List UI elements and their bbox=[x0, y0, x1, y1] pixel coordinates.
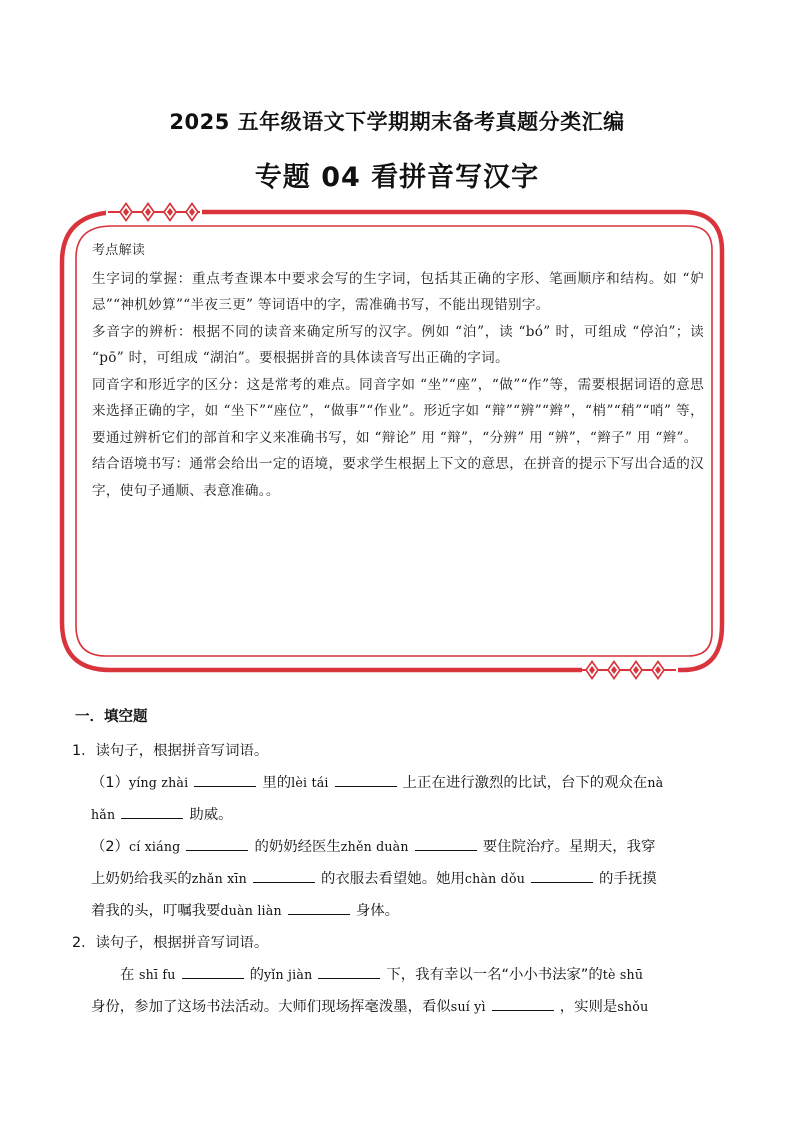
sub-question-1-cont bbox=[72, 799, 724, 831]
answer-blank[interactable] bbox=[186, 836, 248, 851]
answer-blank[interactable] bbox=[335, 772, 397, 787]
pinyin: yǐn jiàn bbox=[263, 967, 313, 982]
sentence-text: 身体。 bbox=[355, 903, 399, 919]
pinyin: zhǎn xīn bbox=[191, 871, 247, 886]
sentence-text: 的奶奶经医生 bbox=[254, 839, 341, 855]
kaodian-heading: 考点解读 bbox=[92, 243, 146, 258]
pinyin: chàn dǒu bbox=[464, 871, 526, 886]
answer-blank[interactable] bbox=[318, 964, 380, 979]
pinyin: yíng zhài bbox=[128, 775, 189, 790]
sentence-text: 的 bbox=[249, 967, 264, 983]
sentence-text: 着我的头，叮嘱我要 bbox=[91, 903, 221, 919]
answer-blank[interactable] bbox=[194, 772, 256, 787]
answer-blank[interactable] bbox=[182, 964, 244, 979]
sentence-text: 里的 bbox=[262, 775, 292, 791]
sub-question-2-cont bbox=[72, 895, 724, 927]
sentence-text: 在 bbox=[120, 967, 135, 983]
kaodian-paragraph: 结合语境书写：通常会给出一定的语境，要求学生根据上下文的意思，在拼音的提示下写出合适的汉字，使句子通顺、表意准确。。 bbox=[92, 456, 704, 499]
pinyin: shǒu bbox=[617, 999, 649, 1014]
pinyin: shī fu bbox=[138, 967, 176, 982]
answer-blank[interactable] bbox=[531, 868, 593, 883]
kaodian-paragraph: 生字词的掌握：重点考查课本中要求会写的生字词，包括其正确的字形、笔画顺序和结构。如 “妒忌”“神机妙算”“半夜三更” 等词语中的字，需准确书写，不能出现错别字。 bbox=[92, 270, 704, 313]
sentence-text: 下，我有幸以一名“小小书法家”的 bbox=[386, 967, 603, 983]
sub-question-2-cont bbox=[72, 863, 724, 895]
sentence-text: 上奶奶给我买的 bbox=[91, 871, 192, 887]
section-title: 一．填空题 bbox=[75, 709, 148, 725]
sentence-text: 身份，参加了这场书法活动。大师们现场挥毫泼墨，看似 bbox=[91, 999, 451, 1015]
answer-blank[interactable] bbox=[121, 804, 183, 819]
question-2-text bbox=[72, 959, 724, 991]
kaodian-paragraph: 多音字的辨析：根据不同的读音来确定所写的汉字。例如 “泊”，读 “bó” 时，可组成 “停泊”；读 “pō” 时，可组成 “湖泊”。要根据拼音的具体读音写出正确的字词。 bbox=[92, 323, 704, 366]
topic-title: 专题 04 看拼音写汉字 bbox=[254, 162, 540, 193]
sub-number: （2） bbox=[91, 839, 129, 855]
kaodian-paragraph: 同音字和形近字的区分：这是常考的难点。同音字如 “坐”“座”，“做”“作”等，需要根据词语的意思来选择正确的字，如 “坐下”“座位”，“做事”“作业”。形近字如 “辩”“辨”“辫”，“梢”“稍”“哨” 等，要通过辨析它们的部首和字义来准确书写，如 “辩论” 用 “辩”，“分辨” 用 “辨”，“辫子” 用 “辫”。 bbox=[92, 376, 704, 446]
kaodian-content bbox=[92, 238, 704, 504]
pinyin: lèi tái bbox=[291, 775, 329, 790]
question-stem: 1．读句子，根据拼音写词语。 bbox=[72, 743, 269, 759]
pinyin: duàn liàn bbox=[220, 903, 282, 918]
pinyin: suí yì bbox=[450, 999, 486, 1014]
sub-question-2 bbox=[72, 831, 724, 863]
pinyin: zhěn duàn bbox=[340, 839, 409, 854]
sentence-text: 要住院治疗。星期天，我穿 bbox=[482, 839, 656, 855]
sub-question-1 bbox=[72, 767, 724, 799]
answer-blank[interactable] bbox=[253, 868, 315, 883]
doc-title: 2025 五年级语文下学期期末备考真题分类汇编 bbox=[169, 110, 625, 134]
answer-blank[interactable] bbox=[288, 900, 350, 915]
sentence-text: 助威。 bbox=[189, 807, 233, 823]
answer-blank[interactable] bbox=[415, 836, 477, 851]
sentence-text: 的衣服去看望她。她用 bbox=[320, 871, 465, 887]
sub-number: （1） bbox=[91, 775, 129, 791]
sentence-text: ，实则是 bbox=[559, 999, 618, 1015]
sentence-text: 的手抚摸 bbox=[599, 871, 657, 887]
sentence-text: 上正在进行激烈的比试，台下的观众在 bbox=[402, 775, 648, 791]
answer-blank[interactable] bbox=[492, 996, 554, 1011]
question-2-cont bbox=[72, 991, 724, 1023]
pinyin: cí xiáng bbox=[128, 839, 181, 854]
question-stem: 2．读句子，根据拼音写词语。 bbox=[72, 935, 269, 951]
questions bbox=[72, 735, 724, 1023]
pinyin: hǎn bbox=[91, 807, 116, 822]
pinyin: tè shū bbox=[602, 967, 644, 982]
pinyin: nà bbox=[647, 775, 664, 790]
